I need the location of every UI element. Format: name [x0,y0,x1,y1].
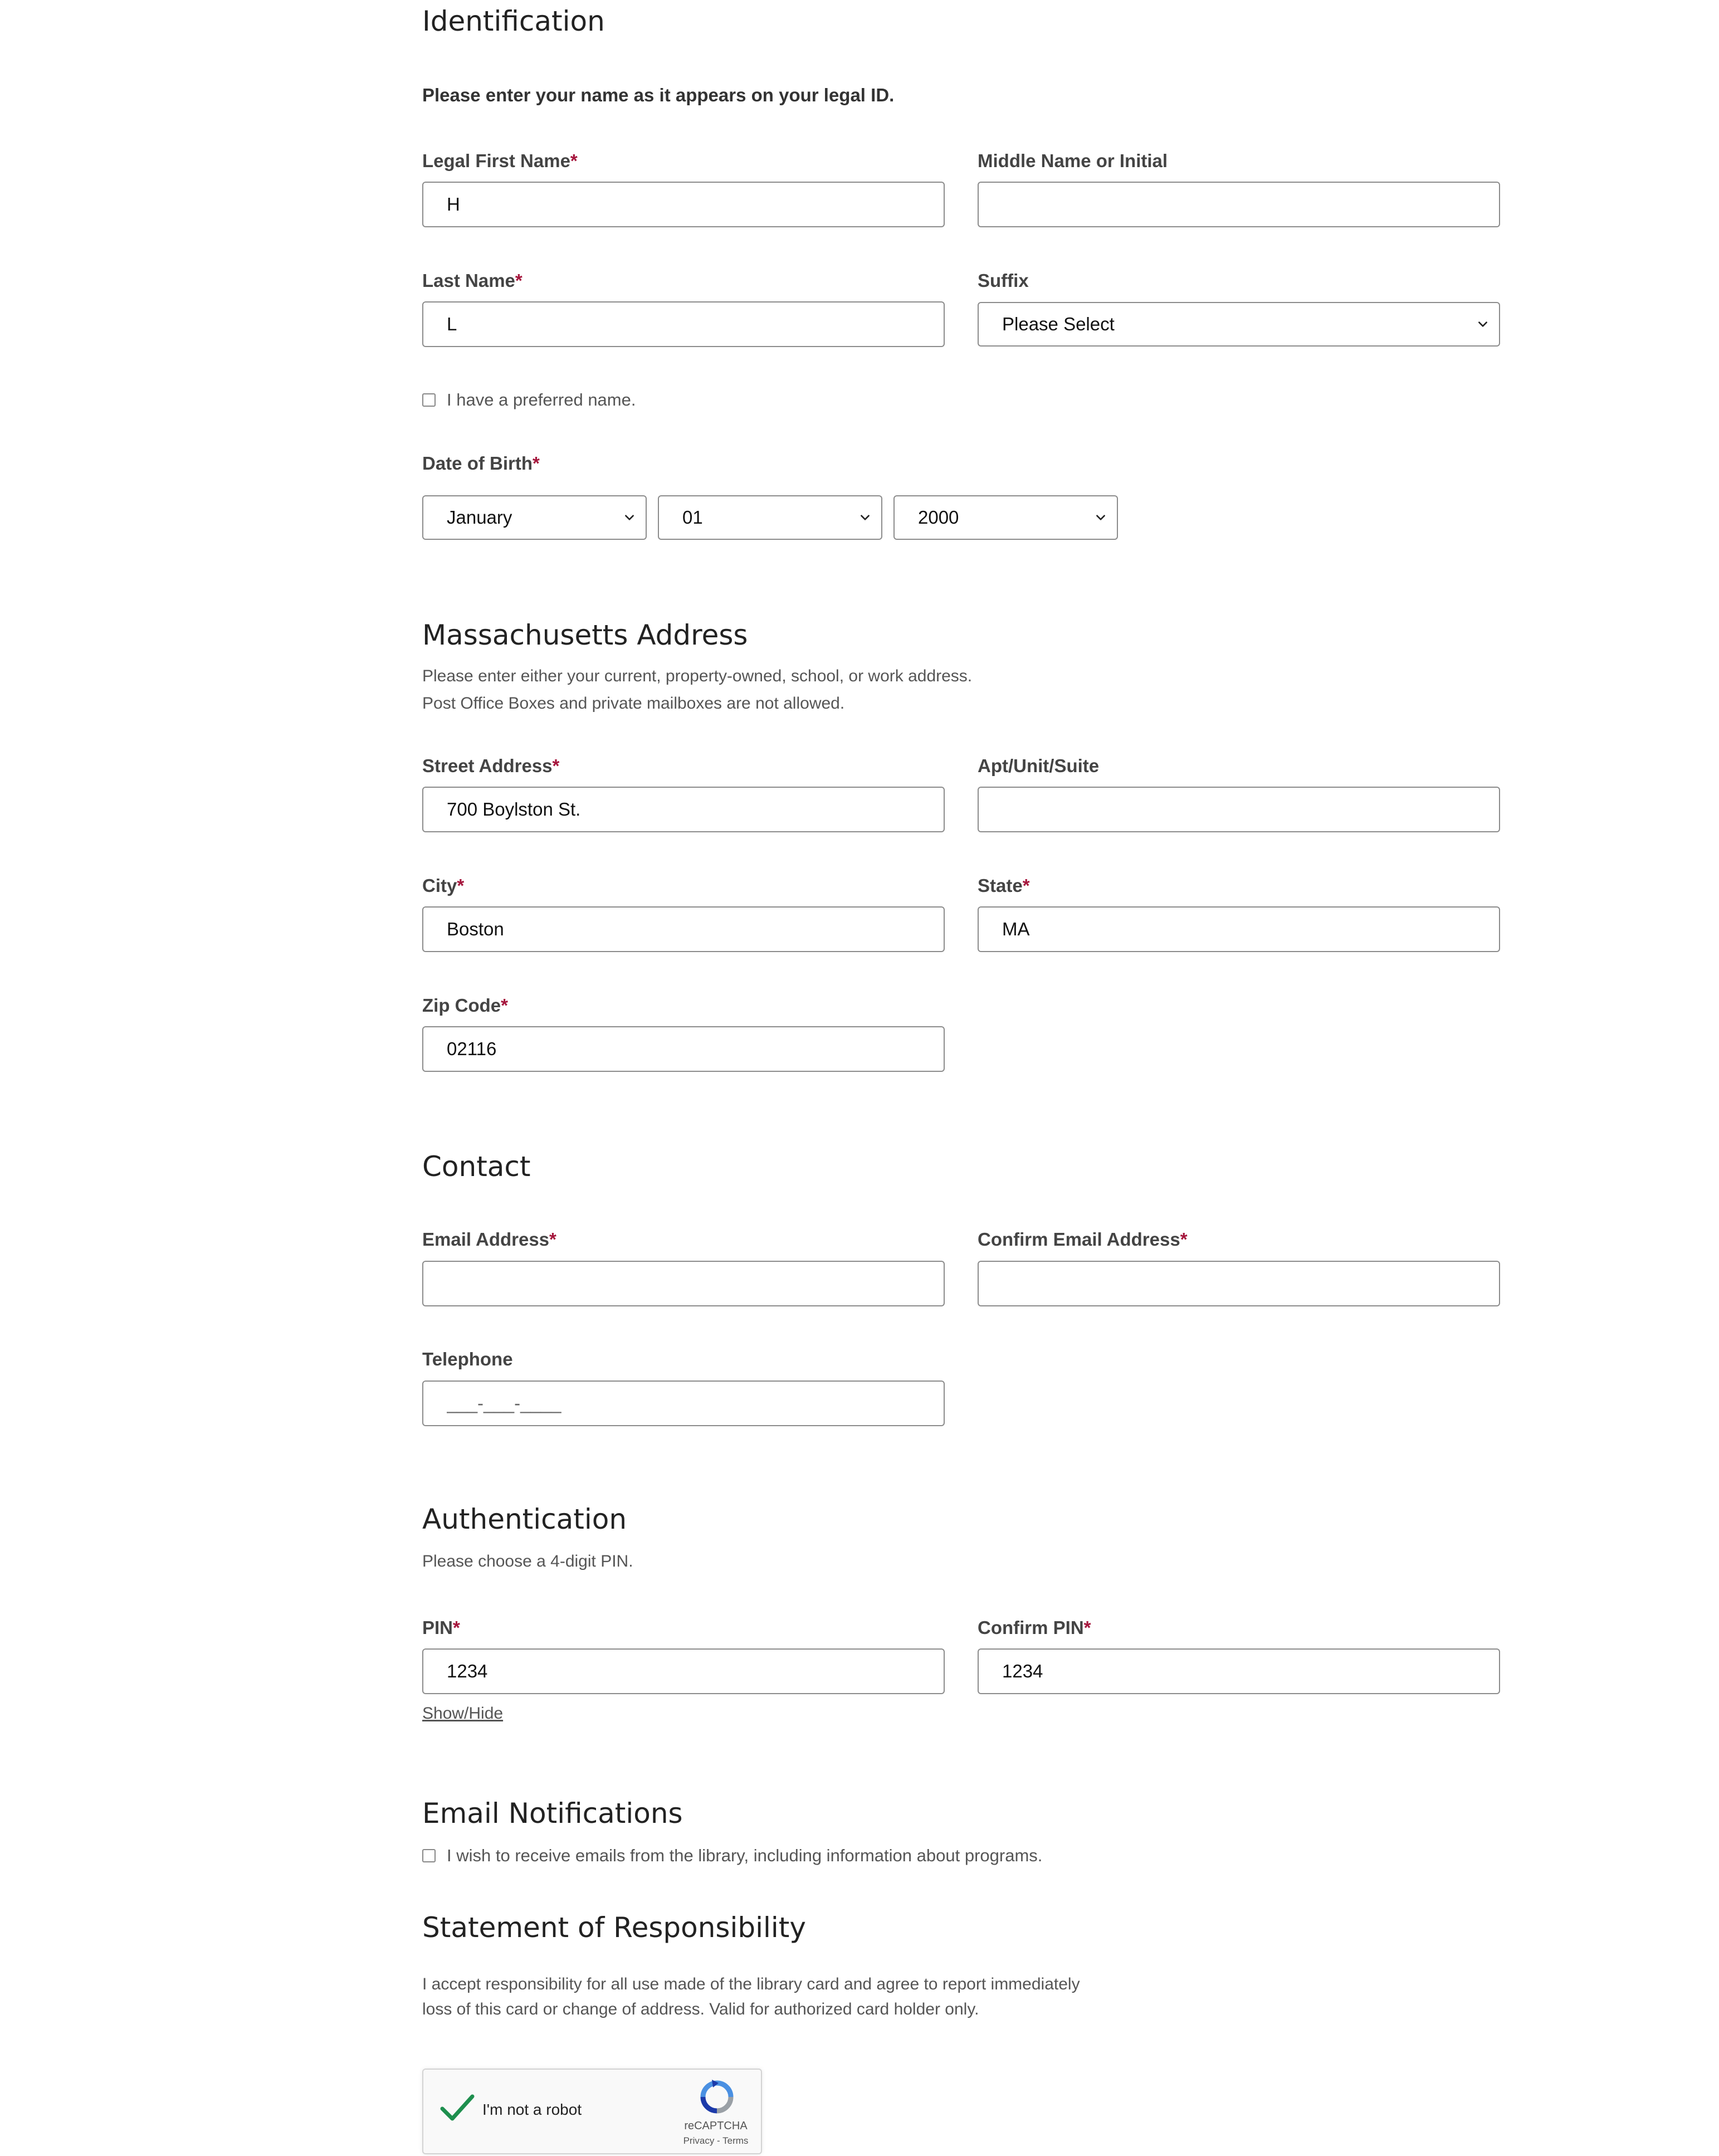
telephone-input[interactable] [422,1381,945,1426]
suffix-select[interactable] [978,302,1500,347]
pin-label-text: PIN [422,1617,453,1638]
pin-input[interactable] [422,1648,945,1694]
suffix-select-value: Please Select [1002,314,1115,334]
authentication-note: Please choose a 4-digit PIN. [422,1552,633,1570]
confirm-pin-input[interactable] [978,1648,1500,1694]
recaptcha-brand: reCAPTCHA [684,2120,748,2132]
contact-heading: Contact [422,1150,531,1183]
email-label [422,1228,556,1251]
dob-day-value: 01 [682,507,703,528]
pin-label [422,1617,460,1639]
chevron-down-icon [1477,318,1489,330]
first-name-label [422,150,578,172]
apt-label [978,755,1099,777]
authentication-heading: Authentication [422,1503,627,1535]
required-marker: * [570,150,578,171]
dob-label-text: Date of Birth [422,453,533,474]
confirm-pin-label-text: Confirm PIN [978,1617,1084,1638]
email-opt-in-row[interactable] [422,1846,1042,1866]
city-label-text: City [422,875,457,896]
confirm-email-label-text: Confirm Email Address [978,1229,1180,1250]
dob-day-select[interactable] [658,495,882,540]
zip-label [422,994,508,1017]
responsibility-text-line2: loss of this card or change of address. Valid for authorized card holder only. [422,2000,979,2018]
required-marker: * [1083,1617,1091,1638]
chevron-down-icon [859,511,871,524]
apt-label-text: Apt/Unit/Suite [978,755,1100,776]
dob-month-select[interactable] [422,495,647,540]
recaptcha-logo-icon [699,2079,735,2115]
email-input[interactable] [422,1261,945,1306]
suffix-label [978,270,1029,292]
telephone-label [422,1348,513,1370]
required-marker: * [552,755,560,776]
required-marker: * [1180,1229,1188,1250]
confirm-pin-label [978,1617,1091,1639]
identification-intro: Please enter your name as it appears on your legal ID. [422,85,895,105]
street-input[interactable] [422,787,945,832]
first-name-label-text: Legal First Name [422,150,570,171]
preferred-name-checkbox[interactable] [422,393,436,407]
identification-heading: Identification [422,5,605,37]
notifications-heading: Email Notifications [422,1797,683,1830]
address-note-line1: Please enter either your current, property-owned, school, or work address. [422,667,973,685]
state-label [978,875,1030,897]
responsibility-heading: Statement of Responsibility [422,1911,806,1944]
preferred-name-row[interactable] [422,390,636,410]
zip-input[interactable] [422,1026,945,1072]
recaptcha-label[interactable]: I'm not a robot [482,2101,582,2118]
last-name-label [422,270,522,292]
email-opt-in-label[interactable]: I wish to receive emails from the library, including information about programs. [447,1846,1043,1865]
suffix-label-text: Suffix [978,270,1029,291]
required-marker: * [1022,875,1030,896]
recaptcha-widget[interactable] [422,2069,762,2154]
email-label-text: Email Address [422,1229,550,1250]
address-heading: Massachusetts Address [422,619,748,651]
address-note-line2: Post Office Boxes and private mailboxes are not allowed. [422,694,845,713]
city-label [422,875,464,897]
dob-year-select[interactable] [893,495,1118,540]
state-input[interactable] [978,906,1500,952]
street-label [422,755,559,777]
recaptcha-privacy-terms[interactable]: Privacy - Terms [683,2135,749,2146]
city-input[interactable] [422,906,945,952]
chevron-down-icon [1095,511,1107,524]
checkmark-icon[interactable] [440,2093,475,2122]
required-marker: * [549,1229,556,1250]
middle-name-label-text: Middle Name or Initial [978,150,1168,171]
show-hide-pin-link[interactable]: Show/Hide [422,1704,504,1723]
required-marker: * [457,875,465,896]
confirm-email-input[interactable] [978,1261,1500,1306]
telephone-label-text: Telephone [422,1349,513,1369]
last-name-label-text: Last Name [422,270,515,291]
state-label-text: State [978,875,1023,896]
first-name-input[interactable] [422,182,945,227]
email-opt-in-checkbox[interactable] [422,1849,436,1862]
middle-name-input[interactable] [978,182,1500,227]
responsibility-text-line1: I accept responsibility for all use made of the library card and agree to report immediately [422,1975,1080,1993]
preferred-name-label[interactable]: I have a preferred name. [447,390,636,409]
required-marker: * [453,1617,460,1638]
required-marker: * [515,270,522,291]
dob-label [422,452,540,475]
street-label-text: Street Address [422,755,553,776]
required-marker: * [533,453,540,474]
dob-year-value: 2000 [918,507,959,528]
middle-name-label [978,150,1168,172]
zip-label-text: Zip Code [422,995,501,1016]
dob-month-value: January [447,507,512,528]
apt-input[interactable] [978,787,1500,832]
confirm-email-label [978,1228,1188,1251]
last-name-input[interactable] [422,301,945,347]
chevron-down-icon [623,511,636,524]
required-marker: * [501,995,508,1016]
